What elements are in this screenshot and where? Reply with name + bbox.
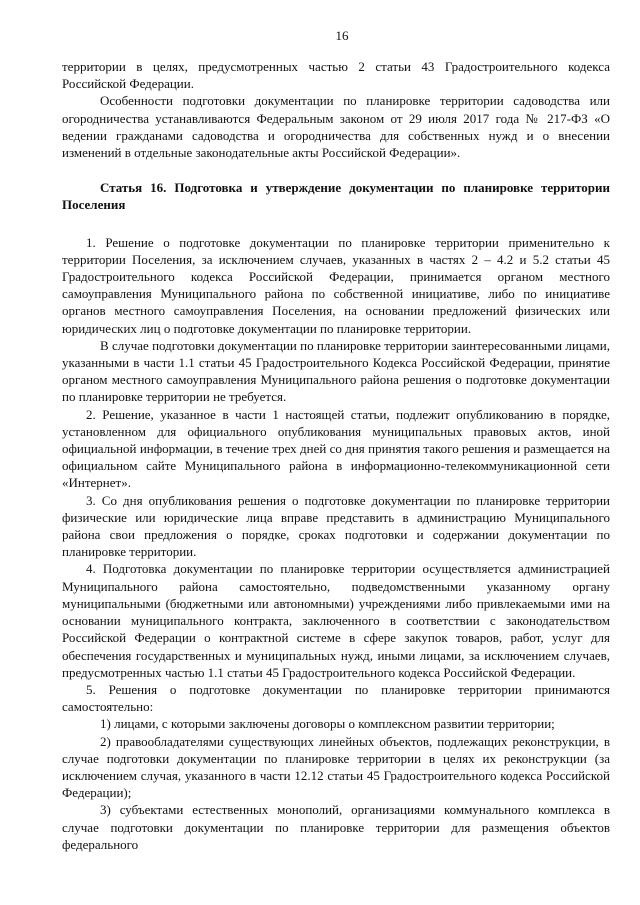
list-item-2: 2) правообладателями существующих линейных объектов, подлежащих реконструкции, в случае подготовки документации по планировке территории в целях их реконструкции (за исключением случая, указанного в части 12.12 статьи 45 Градостроительного кодекса Российской Федерации); [62, 733, 610, 801]
paragraph-4: 4. Подготовка документации по планировке территории осуществляется администрацией Муниципального района самостоятельно, подведомственными указанному органу муниципальными (бюджетными или автономными) учреждениями либо привлекаемыми ими на основании муниципального контракта, заключенного в соответствии с законодательством Российской Федерации о контрактной системе в сфере закупок товаров, работ, услуг для обеспечения государственных и муниципальных нужд, иными лицами, за исключением случаев, предусмотренных частью 1.1 статьи 45 Градостроительного кодекса Российской Федерации. [62, 561, 610, 680]
paragraph-5: 5. Решения о подготовке документации по планировке территории принимаются самостоятельно: [62, 681, 610, 715]
paragraph-gardening: Особенности подготовки документации по планировке территории садоводства или огородничества устанавливаются Федеральным законом от 29 июля 2017 года № 217-ФЗ «О ведении гражданами садоводства и огородничества для собственных нужд и о внесении изменений в отдельные законодательные акты Российской Федерации». [62, 93, 610, 161]
document-body [62, 58, 610, 853]
paragraph-1-note: В случае подготовки документации по планировке территории заинтересованными лицами, указанными в части 1.1 статьи 45 Градостроительного Кодекса Российской Федерации, принятие органом местного самоуправления Муниципального района решения о подготовке документации по планировке территории не требуется. [62, 337, 610, 405]
paragraph-continuation: территории в целях, предусмотренных частью 2 статьи 43 Градостроительного кодекса Российской Федерации. [62, 59, 610, 92]
page-number: 16 [335, 28, 349, 43]
paragraph-1: 1. Решение о подготовке документации по планировке территории применительно к территории Поселения, за исключением случаев, указанных в частях 2 – 4.2 и 5.2 статьи 45 Градостроительного кодекса Российской Федерации, принимается органом местного самоуправления Муниципального района по собственной инициативе, либо по инициативе органов местного самоуправления Поселения, на основании предложений физических или юридических лиц о подготовке документации по планировке территории. [62, 234, 610, 336]
article-heading: Статья 16. Подготовка и утверждение документации по планировке территории Поселения [62, 180, 610, 213]
paragraph-3: 3. Со дня опубликования решения о подготовке документации по планировке территории физические или юридические лица вправе представить в администрацию Муниципального района свои предложения о порядке, сроках подготовки и содержании документации по планировке территории. [62, 492, 610, 560]
paragraph-2: 2. Решение, указанное в части 1 настоящей статьи, подлежит опубликованию в порядке, установленном для официального опубликования муниципальных правовых актов, иной официальной информации, в течение трех дней со дня принятия такого решения и размещается на официальном сайте Муниципального района в информационно-телекоммуникационной сети «Интернет». [62, 406, 610, 491]
list-item-3: 3) субъектами естественных монополий, организациями коммунального комплекса в случае подготовки документации по планировке территории для размещения объектов федерального [62, 802, 610, 852]
list-item-1: 1) лицами, с которыми заключены договоры о комплексном развитии территории; [100, 716, 555, 732]
